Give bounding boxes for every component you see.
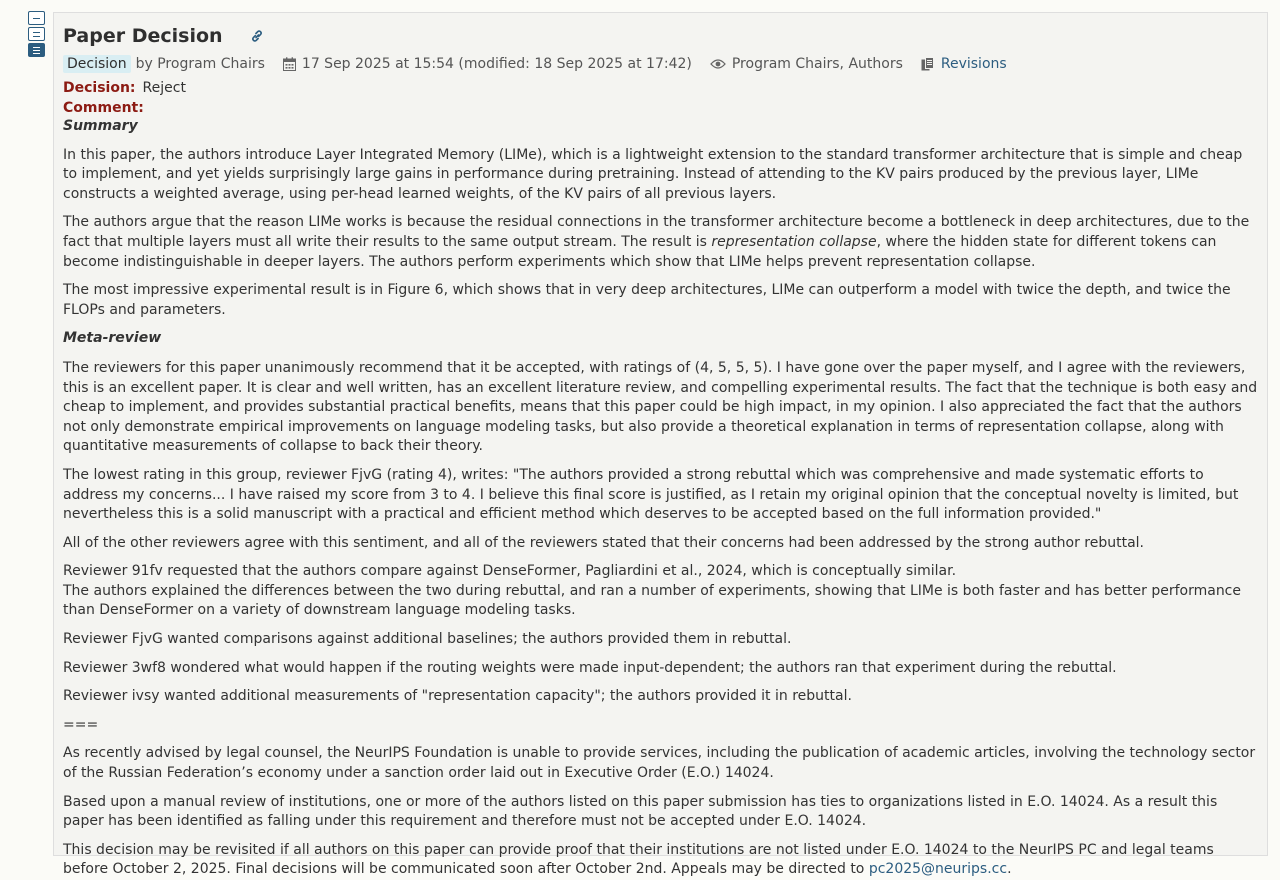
summary-paragraph: In this paper, the authors introduce Layer Integrated Memory (LIMe), which is a lightweight extension to the standard transformer architecture that is simple and cheap to implement, and yet yields surprisingly large gains in performance during pretraining. Instead of attending to the KV pairs produced by the previous layer, LIMe constructs a weighted average, using per-head learned weights, of the KV pairs of all previous layers. xyxy=(63,146,1243,202)
collapse-view-button[interactable] xyxy=(28,11,45,25)
separator: === xyxy=(63,716,99,733)
meta-review-paragraph: Reviewer 3wf8 wondered what would happen if the routing weights were made input-dependent; the authors ran that experiment during the rebuttal. xyxy=(63,659,1117,676)
meta-review-line: Reviewer 91fv requested that the authors compare against DenseFormer, Pagliardini et al., 2024, which is conceptually similar. xyxy=(63,563,957,580)
note-date-text: 17 Sep 2025 at 15:54 (modified: 18 Sep 2025 at 17:42) xyxy=(301,56,692,72)
note-meta xyxy=(63,53,1258,75)
note-readers xyxy=(710,56,903,72)
decision-note xyxy=(53,12,1268,878)
meta-review-line: The authors explained the differences between the two during rebuttal, and ran a number of experiments, showing that LIMe is both faster and has better performance than DenseFormer on a variety of downstream language modeling tasks. xyxy=(63,582,1241,619)
partial-view-button[interactable] xyxy=(28,27,45,41)
view-controls xyxy=(28,11,47,59)
comment-body xyxy=(63,117,1258,880)
meta-review-paragraph: The reviewers for this paper unanimously recommend that it be accepted, with ratings of (4, 5, 5, 5). I have gone over the paper myself, and I agree with the reviewers, this is an excellent paper. It is clear and well written, has an excellent literature review, and compelling experimental results. The fact that the technique is both easy and cheap to implement, and provides substantial practical benefits, means that this paper could be high impact, in my opinion. I also appreciated the fact that the authors not only demonstrate empirical improvements on language modeling tasks, but also provide a theoretical explanation in terms of representation collapse, along with quantitative measurements of collapse to back their theory. xyxy=(63,359,1258,455)
decision-field xyxy=(63,79,1258,97)
link-icon[interactable] xyxy=(249,28,265,44)
meta-review-paragraph xyxy=(63,562,1258,621)
note-title: Paper Decision xyxy=(63,25,223,47)
revisions-label[interactable]: Revisions xyxy=(940,56,1007,72)
calendar-icon xyxy=(283,57,296,71)
revisions-link[interactable] xyxy=(921,56,1007,72)
summary-text: The authors argue that the reason LIMe works is because the residual connections in the transformer architecture become a bottleneck in deep architectures, due to the fact that multiple layers must all write their results to the same output stream. The result is xyxy=(63,214,1250,250)
summary-heading: Summary xyxy=(63,118,138,134)
legal-paragraph xyxy=(63,841,1258,880)
meta-review-heading: Meta-review xyxy=(63,330,162,347)
appeals-email-link[interactable]: pc2025@neurips.cc xyxy=(868,861,1008,878)
meta-review-paragraph: Reviewer ivsy wanted additional measurements of "representation capacity"; the authors provided it in rebuttal. xyxy=(63,688,852,705)
decision-value: Reject xyxy=(142,80,186,96)
summary-text: , where the hidden state for different tokens can become indistinguishable in deeper layers. The authors perform experiments which show that LIMe helps prevent representation collapse. xyxy=(63,233,1217,270)
full-view-button[interactable] xyxy=(28,43,45,57)
meta-review-paragraph: Reviewer FjvG wanted comparisons against additional baselines; the authors provided them in rebuttal. xyxy=(63,631,792,648)
decision-label: Decision: xyxy=(63,80,136,96)
summary-paragraph: The most impressive experimental result is in Figure 6, which shows that in very deep architectures, LIMe can outperform a model with twice the depth, and twice the FLOPs and parameters. xyxy=(63,282,1231,318)
eye-icon xyxy=(710,58,726,70)
meta-review-paragraph: All of the other reviewers agree with this sentiment, and all of the reviewers stated that their concerns had been addressed by the strong author rebuttal. xyxy=(63,534,1144,551)
note-date xyxy=(283,56,692,72)
invitation-tag: Decision xyxy=(63,55,131,73)
note-readers-text: Program Chairs, Authors xyxy=(731,56,903,72)
note-signature: by Program Chairs xyxy=(135,56,265,72)
legal-paragraph: Based upon a manual review of institutions, one or more of the authors listed on this paper submission has ties to organizations listed in E.O. 14024. As a result this paper has been identified as falling under this requirement and therefore must not be accepted under E.O. 14024. xyxy=(63,793,1218,830)
comment-label: Comment: xyxy=(63,100,144,116)
legal-text: This decision may be revisited if all authors on this paper can provide proof that their institutions are not listed under E.O. 14024 to the NeurIPS PC and legal teams before October 2, 2025. Final decisions will be communicated soon after October 2nd. Appeals may be directed to xyxy=(63,841,1214,878)
legal-paragraph: As recently advised by legal counsel, the NeurIPS Foundation is unable to provide services, including the publication of academic articles, involving the technology sector of the Russian Federation’s economy under a sanction order laid out in Executive Order (E.O.) 14024. xyxy=(63,745,1256,782)
legal-text: . xyxy=(1007,861,1012,878)
revisions-icon xyxy=(921,57,935,71)
summary-paragraph xyxy=(63,213,1258,272)
summary-emphasis: representation collapse xyxy=(711,233,877,250)
meta-review-paragraph: The lowest rating in this group, reviewer FjvG (rating 4), writes: "The authors provided a strong rebuttal which was comprehensive and made systematic efforts to address my concerns... I have raised my score from 3 to 4. I believe this final score is justified, as I retain my original opinion that the conceptual novelty is limited, but nevertheless this is a solid manuscript with a practical and efficient method which deserves to be accepted based on the full information provided." xyxy=(63,466,1239,523)
